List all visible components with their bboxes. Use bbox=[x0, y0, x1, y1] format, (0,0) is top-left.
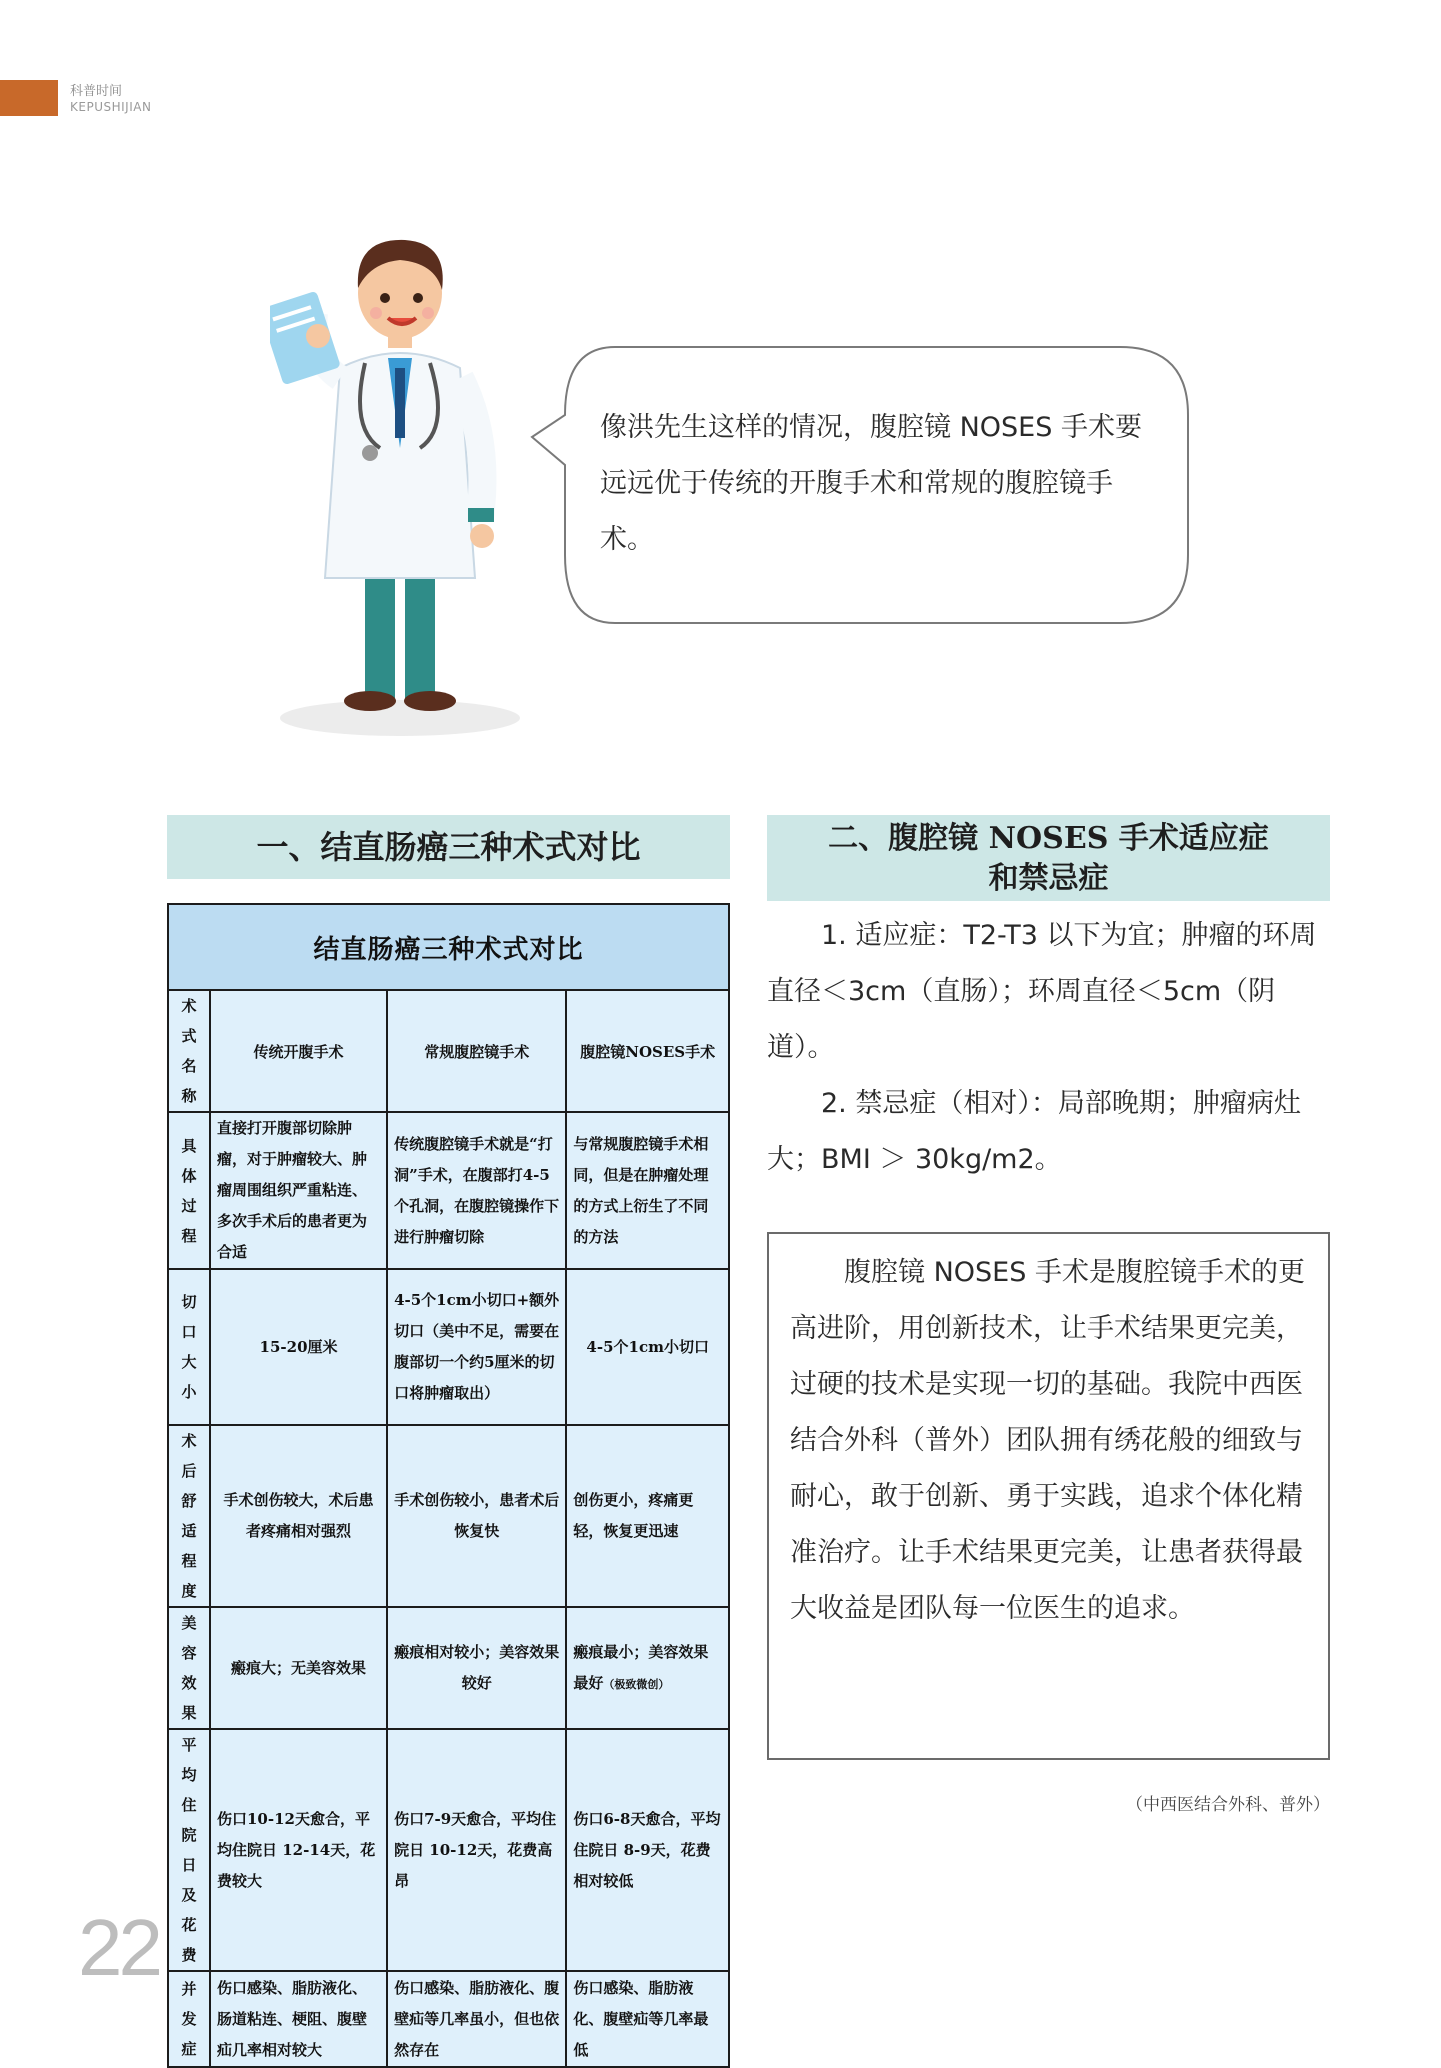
section2-title-line1: 二、腹腔镜 NOSES 手术适应症 bbox=[828, 821, 1269, 856]
row-label: 切口大小 bbox=[168, 1269, 210, 1425]
table-title: 结直肠癌三种术式对比 bbox=[168, 904, 729, 990]
table-row bbox=[168, 1729, 729, 1971]
table-row bbox=[168, 1971, 729, 2067]
row-label: 具体过程 bbox=[168, 1112, 210, 1269]
table-cell: 伤口感染、脂肪液化、腹壁疝等几率最低 bbox=[566, 1971, 729, 2067]
table-row bbox=[168, 1607, 729, 1729]
speech-bubble-text: 像洪先生这样的情况，腹腔镜 NOSES 手术要远远优于传统的开腹手术和常规的腹腔镜手术。 bbox=[600, 412, 1142, 555]
section2-title-line2: 和禁忌症 bbox=[988, 861, 1109, 896]
section-name-cn: 科普时间 bbox=[70, 84, 123, 99]
table-cell: 4-5个1cm小切口 bbox=[566, 1269, 729, 1425]
section2-title bbox=[767, 815, 1330, 901]
row-label: 平均住院日及花费 bbox=[168, 1729, 210, 1971]
comparison-table bbox=[167, 903, 730, 2068]
table-cell: 伤口7-9天愈合，平均住院日 10-12天，花费高昂 bbox=[387, 1729, 566, 1971]
contraindications-paragraph: 2. 禁忌症（相对）：局部晚期；肿瘤病灶大；BMI ＞ 30kg/m2。 bbox=[767, 1088, 1301, 1175]
row-label-header: 术式名称 bbox=[168, 990, 210, 1112]
table-cell: 手术创伤较小，患者术后恢复快 bbox=[387, 1425, 566, 1607]
table-cell: 与常规腹腔镜手术相同，但是在肿瘤处理的方式上衍生了不同的方法 bbox=[566, 1112, 729, 1269]
section-accent-bar bbox=[0, 80, 58, 116]
indications-text bbox=[767, 908, 1330, 1188]
department-credit: （中西医结合外科、普外） bbox=[1126, 1795, 1330, 1815]
table-cell: 创伤更小，疼痛更轻，恢复更迅速 bbox=[566, 1425, 729, 1607]
table-cell: 伤口6-8天愈合，平均住院日 8-9天，花费相对较低 bbox=[566, 1729, 729, 1971]
table-cell: 瘢痕最小；美容效果最好（极致微创） bbox=[566, 1607, 729, 1729]
column-header-noses: 腹腔镜NOSES手术 bbox=[566, 990, 729, 1112]
section-name-en: KEPUSHIJIAN bbox=[70, 100, 152, 114]
indications-paragraph: 1. 适应症：T2-T3 以下为宜；肿瘤的环周直径＜3cm（直肠）；环周直径＜5cm（阴道）。 bbox=[767, 920, 1317, 1063]
table-row bbox=[168, 1112, 729, 1269]
page-number: 22 bbox=[78, 1903, 159, 1992]
table-row bbox=[168, 1425, 729, 1607]
table-cell: 瘢痕大；无美容效果 bbox=[210, 1607, 387, 1729]
row-label: 美容效果 bbox=[168, 1607, 210, 1729]
table-cell: 15-20厘米 bbox=[210, 1269, 387, 1425]
section1-title: 一、结直肠癌三种术式对比 bbox=[167, 815, 730, 879]
summary-text: 腹腔镜 NOSES 手术是腹腔镜手术的更高进阶，用创新技术，让手术结果更完美，过硬的技术是实现一切的基础。我院中西医结合外科（普外）团队拥有绣花般的细致与耐心，敢于创新、勇于实践，追求个体化精准治疗。让手术结果更完美，让患者获得最大收益是团队每一位医生的追求。 bbox=[790, 1257, 1305, 1624]
table-cell: 传统腹腔镜手术就是“打洞”手术，在腹部打4-5个孔洞，在腹腔镜操作下进行肿瘤切除 bbox=[387, 1112, 566, 1269]
table-cell: 伤口10-12天愈合，平均住院日 12-14天，花费较大 bbox=[210, 1729, 387, 1971]
row-label: 并发症 bbox=[168, 1971, 210, 2067]
table-cell: 伤口感染、脂肪液化、肠道粘连、梗阻、腹壁疝几率相对较大 bbox=[210, 1971, 387, 2067]
table-cell: 瘢痕相对较小；美容效果较好 bbox=[387, 1607, 566, 1729]
table-title-row bbox=[168, 904, 729, 990]
doctor-illustration bbox=[270, 218, 530, 738]
table-cell: 伤口感染、脂肪液化、腹壁疝等几率虽小，但也依然存在 bbox=[387, 1971, 566, 2067]
column-header-laparoscopic: 常规腹腔镜手术 bbox=[387, 990, 566, 1112]
column-header-open: 传统开腹手术 bbox=[210, 990, 387, 1112]
table-row bbox=[168, 1269, 729, 1425]
table-cell: 4-5个1cm小切口+额外切口（美中不足，需要在腹部切一个约5厘米的切口将肿瘤取出） bbox=[387, 1269, 566, 1425]
row-label: 术后舒适程度 bbox=[168, 1425, 210, 1607]
table-cell-note: （极致微创） bbox=[603, 1677, 670, 1691]
table-cell: 直接打开腹部切除肿瘤，对于肿瘤较大、肿瘤周围组织严重粘连、多次手术后的患者更为合适 bbox=[210, 1112, 387, 1269]
table-header-row bbox=[168, 990, 729, 1112]
table-cell: 手术创伤较大，术后患者疼痛相对强烈 bbox=[210, 1425, 387, 1607]
